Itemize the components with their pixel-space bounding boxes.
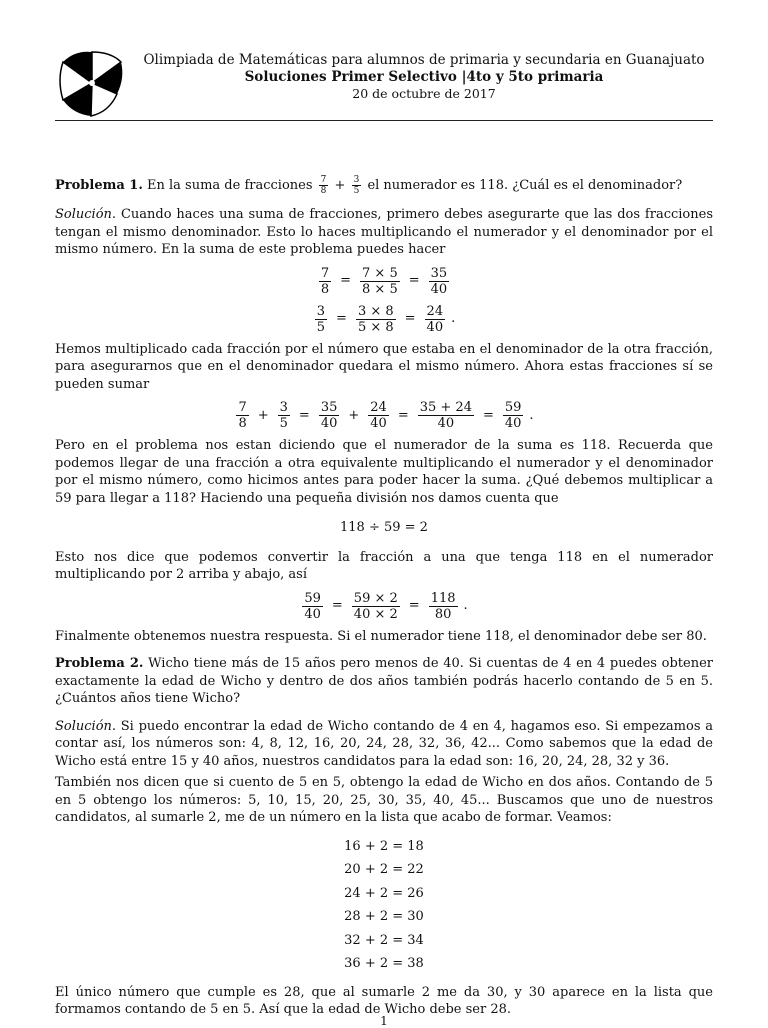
solution-2-text: Si puedo encontrar la edad de Wicho contando de 4 en 4, hagamos eso. Si empezamos a contar así, los números son: 4, 8, 12, 16, 20, 24, 28, 32, 36, 42... Como sabemos que la edad de Wicho está entre 15 y 40 años, nuestros candidatos para la edad son: 16, 20, 24, 28, 32 y 36. — [55, 718, 713, 769]
equals: = — [408, 598, 420, 614]
equals: = — [408, 273, 420, 289]
frac-num: 7 × 5 — [362, 265, 398, 281]
fraction — [319, 266, 331, 297]
period: . — [451, 311, 456, 327]
frac-num: 24 — [426, 303, 444, 319]
solution-1-para-3: Pero en el problema nos estan diciendo que el numerador de la suma es 118. Recuerda que podemos llegar de una fracción a otra equivalente multiplicando el numerador y el denominador por el mismo número, como hicimos antes para poder hacer la suma. ¿Qué debemos multiplicar a 59 para llegar a 118? Haciendo una pequeña división nos damos cuenta que — [55, 438, 713, 506]
equals: = — [331, 598, 343, 614]
fraction — [425, 304, 446, 335]
solution-label: Solución. — [55, 207, 117, 222]
frac-den: 40 — [304, 606, 321, 622]
frac-den: 8 — [320, 281, 330, 297]
frac-den: 40 — [437, 416, 455, 431]
solution-1-para-4: Esto nos dice que podemos convertir la fracción a una que tenga 118 en el numerador multiplicando por 2 arriba y abajo, así — [55, 549, 713, 582]
equation-1 — [55, 265, 713, 297]
frac-den: 5 — [279, 416, 288, 431]
frac-num: 35 + 24 — [419, 400, 472, 415]
fraction — [429, 266, 450, 297]
frac-num: 7 — [320, 265, 330, 281]
equals: = — [298, 407, 310, 423]
frac-num: 118 — [430, 590, 456, 606]
frac-num: 24 — [370, 400, 387, 415]
header-text — [135, 52, 713, 102]
frac-den: 40 — [430, 281, 448, 297]
header-date: 20 de octubre de 2017 — [352, 86, 496, 101]
frac-den: 8 × 5 — [362, 281, 398, 297]
fraction — [360, 266, 400, 297]
olympiad-logo — [55, 48, 129, 118]
frac-den: 80 — [434, 606, 452, 622]
fraction — [429, 591, 458, 622]
plus: + — [348, 407, 360, 423]
sum-line: 32 + 2 = 34 — [344, 932, 424, 948]
frac-den: 40 — [320, 416, 338, 431]
frac-den: 5 — [353, 186, 360, 196]
fraction — [356, 304, 396, 335]
frac-num: 35 — [320, 400, 338, 415]
frac-den: 8 — [320, 186, 327, 196]
problem-2-label: Problema 2. — [55, 656, 144, 671]
solution-1-para-2: Hemos multiplicado cada fracción por el número que estaba en el denominador de la otra fracción, para asegurarnos que en el denominador quedara el mismo número. Ahora estas fracciones sí se pueden sumar — [55, 341, 713, 392]
solution-1-conclusion: Finalmente obtenemos nuestra respuesta. Si el numerador tiene 118, el denominador debe ser 80. — [55, 628, 707, 644]
equation-2 — [55, 303, 713, 335]
problem-2-text: Wicho tiene más de 15 años pero menos de 40. Si cuentas de 4 en 4 puedes obtener exactamente la edad de Wicho y dentro de dos años también podrás hacerlo contando de 5 en 5. ¿Cuántos años tiene Wicho? — [55, 656, 714, 706]
solution-2-intro — [55, 718, 713, 771]
fraction — [319, 400, 340, 431]
fraction — [315, 304, 327, 335]
sum-line: 36 + 2 = 38 — [344, 956, 424, 971]
solution-label: Solución. — [55, 718, 117, 734]
inline-fraction-2 — [352, 175, 362, 196]
fraction — [278, 400, 290, 431]
equals: = — [397, 407, 409, 423]
frac-den: 40 × 2 — [353, 606, 398, 622]
frac-num: 3 — [279, 400, 288, 415]
frac-num: 7 — [238, 400, 247, 415]
frac-num: 3 — [353, 175, 360, 185]
frac-num: 59 — [504, 400, 522, 415]
period: . — [463, 598, 468, 614]
frac-num: 7 — [320, 175, 327, 185]
equation-4: 118 ÷ 59 = 2 — [340, 520, 428, 535]
period: . — [529, 407, 534, 423]
solution-1-text: Cuando haces una suma de fracciones, primero debes asegurarte que las dos fracciones tengan el mismo denominador. Esto lo haces multiplicando el numerador y el denominador por el mismo número. En la suma de este problema puedes hacer — [55, 207, 713, 257]
frac-den: 5 × 8 — [357, 319, 394, 335]
equals: = — [340, 273, 352, 289]
plus: + — [257, 407, 269, 423]
sum-line: 28 + 2 = 30 — [344, 909, 424, 924]
frac-den: 40 — [370, 416, 387, 431]
fraction — [368, 400, 389, 431]
equals: = — [336, 311, 347, 327]
content — [55, 175, 713, 1023]
frac-num: 59 — [304, 590, 321, 606]
sum-line: 20 + 2 = 22 — [344, 862, 424, 877]
solution-2-para-2: También nos dicen que si cuento de 5 en 5, obtengo la edad de Wicho en dos años. Contando de 5 en 5 obtengo los números: 5, 10, 15, 20, 25, 30, 35, 40, 45... Buscamos que uno de nuestros candidatos, al sumarle 2, me de un número en la lista que acabo de formar. Veamos: — [55, 775, 713, 825]
problem-1-statement — [55, 175, 713, 196]
sum-line: 24 + 2 = 26 — [344, 885, 424, 901]
header-line-1: Olimpiada de Matemáticas para alumnos de primaria y secundaria en Guanajuato — [143, 52, 705, 68]
frac-num: 3 — [316, 303, 326, 319]
fraction — [503, 400, 524, 431]
equals: = — [404, 311, 416, 327]
solution-1-intro — [55, 206, 713, 259]
frac-den: 5 — [316, 319, 326, 335]
header-rule — [55, 120, 713, 121]
frac-num: 3 × 8 — [357, 303, 394, 319]
sum-line: 16 + 2 = 18 — [344, 838, 424, 854]
page-number: 1 — [380, 1014, 388, 1028]
frac-num: 59 × 2 — [353, 590, 398, 606]
problem-1-label: Problema 1. — [55, 178, 143, 193]
sum-list — [55, 835, 713, 976]
frac-den: 40 — [426, 319, 444, 335]
frac-num: 35 — [430, 265, 448, 281]
inline-fraction-1 — [319, 175, 329, 196]
fraction — [236, 400, 248, 431]
frac-den: 8 — [238, 416, 247, 431]
problem-1-text-b: el numerador es 118. ¿Cuál es el denominador? — [367, 178, 683, 193]
fraction — [302, 591, 323, 622]
problem-2-statement — [55, 655, 713, 708]
header-title: Soluciones Primer Selectivo |4to y 5to primaria — [244, 69, 604, 85]
fraction — [352, 591, 400, 622]
header — [55, 48, 713, 118]
equation-5 — [55, 590, 713, 622]
frac-den: 40 — [504, 416, 522, 431]
equation-3 — [55, 399, 713, 431]
inline-plus: + — [334, 178, 346, 193]
fraction — [418, 400, 474, 431]
solution-2-conclusion: El único número que cumple es 28, que al sumarle 2 me da 30, y 30 aparece en la lista que formamos contando de 5 en 5. Así que la edad de Wicho debe ser 28. — [55, 984, 713, 1017]
problem-1-text-a: En la suma de fracciones — [147, 178, 313, 193]
equals: = — [482, 407, 494, 423]
